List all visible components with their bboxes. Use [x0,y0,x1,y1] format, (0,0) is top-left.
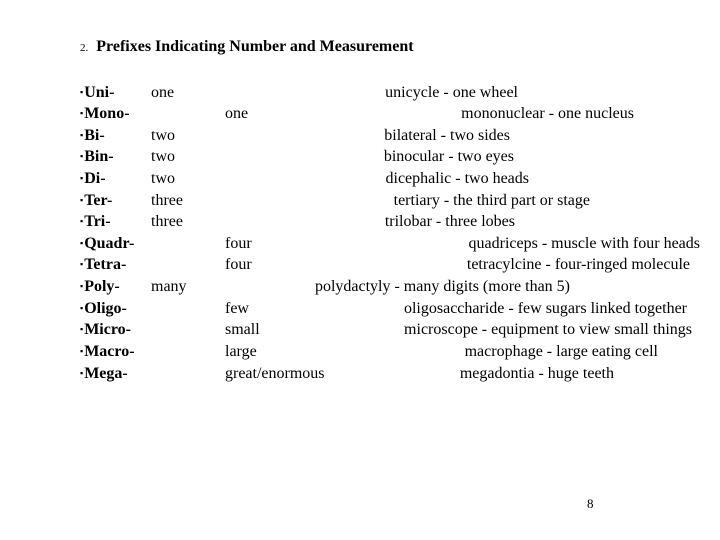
prefix-term [80,190,112,211]
prefix-meaning: two [151,148,175,165]
prefix-term [80,341,135,362]
prefix-meaning: few [225,300,249,317]
prefix-label: Bin- [84,148,114,165]
prefix-row [0,341,720,362]
bullet-icon: ▪ [80,259,84,269]
prefix-meaning: one [151,84,175,101]
bullet-icon: ▪ [80,130,84,140]
prefix-label: Poly- [84,278,120,295]
prefix-label: Tetra- [84,256,127,273]
page-number: 8 [587,496,594,511]
prefix-example: oligosaccharide - few sugars linked together [403,300,687,317]
prefix-meaning: three [151,192,183,209]
prefix-label: Micro- [84,321,131,338]
bullet-icon: ▪ [80,87,84,97]
prefix-row [0,82,720,103]
prefix-example: quadriceps - muscle with four heads [468,235,700,252]
bullet-icon: ▪ [80,173,84,183]
prefix-example: megadontia - huge teeth [459,365,614,382]
prefix-label: Tri- [84,213,111,230]
bullet-icon: ▪ [80,151,84,161]
prefix-meaning: two [151,170,175,187]
bullet-icon: ▪ [80,303,84,313]
prefix-meaning: four [225,235,252,252]
prefix-example: tetracylcine - four-ringed molecule [466,256,690,273]
prefix-term [80,254,126,275]
bullet-icon: ▪ [80,238,84,248]
prefix-row [0,319,720,340]
prefix-row [0,276,720,297]
prefix-term [80,298,127,319]
bullet-icon: ▪ [80,216,84,226]
prefix-example: microscope - equipment to view small things [404,321,692,338]
bullet-icon: ▪ [80,195,84,205]
bullet-icon: ▪ [80,346,84,356]
prefix-term [80,211,111,232]
prefix-meaning: large [225,343,257,360]
prefix-meaning: four [225,256,252,273]
prefix-example: bilateral - two sides [384,127,510,144]
prefix-meaning: three [151,213,183,230]
slide-title: Prefixes Indicating Number and Measurement [96,38,414,55]
prefix-example: polydactyly - many digits (more than 5) [314,278,570,295]
prefix-row [0,146,720,167]
prefix-example: tertiary - the third part or stage [393,192,590,209]
prefix-example: binocular - two eyes [383,148,514,165]
prefix-meaning: great/enormous [225,365,325,382]
slide-heading [80,38,414,56]
prefix-term [80,103,130,124]
prefix-example: dicephalic - two heads [385,170,529,187]
prefix-term [80,363,128,384]
prefix-term [80,319,131,340]
prefix-term [80,168,106,189]
bullet-icon: ▪ [80,324,84,334]
prefix-label: Di- [84,170,106,187]
prefix-label: Uni- [84,84,115,101]
prefix-term [80,276,120,297]
prefix-example: unicycle - one wheel [385,84,518,101]
bullet-icon: ▪ [80,281,84,291]
prefix-term [80,125,105,146]
prefix-row [0,103,720,124]
prefix-label: Macro- [84,343,135,360]
prefix-term [80,82,114,103]
prefix-meaning: two [151,127,175,144]
prefix-label: Ter- [84,192,113,209]
prefix-row [0,298,720,319]
prefix-example: mononuclear - one nucleus [461,105,634,122]
section-number: 2. [80,42,89,54]
prefix-term [80,146,114,167]
prefix-label: Mega- [84,365,128,382]
prefix-row [0,233,720,254]
prefix-label: Quadr- [84,235,135,252]
prefix-row [0,125,720,146]
prefix-label: Oligo- [84,300,127,317]
prefix-label: Mono- [84,105,130,122]
prefix-meaning: many [151,278,187,295]
prefix-row [0,211,720,232]
prefix-meaning: one [225,105,249,122]
prefix-meaning: small [225,321,260,338]
bullet-icon: ▪ [80,368,84,378]
prefix-label: Bi- [84,127,105,144]
prefix-term [80,233,134,254]
prefix-row [0,363,720,384]
prefix-row [0,168,720,189]
prefix-example: trilobar - three lobes [384,213,515,230]
prefix-row [0,254,720,275]
prefix-example: macrophage - large eating cell [464,343,658,360]
prefix-row [0,190,720,211]
bullet-icon: ▪ [80,108,84,118]
